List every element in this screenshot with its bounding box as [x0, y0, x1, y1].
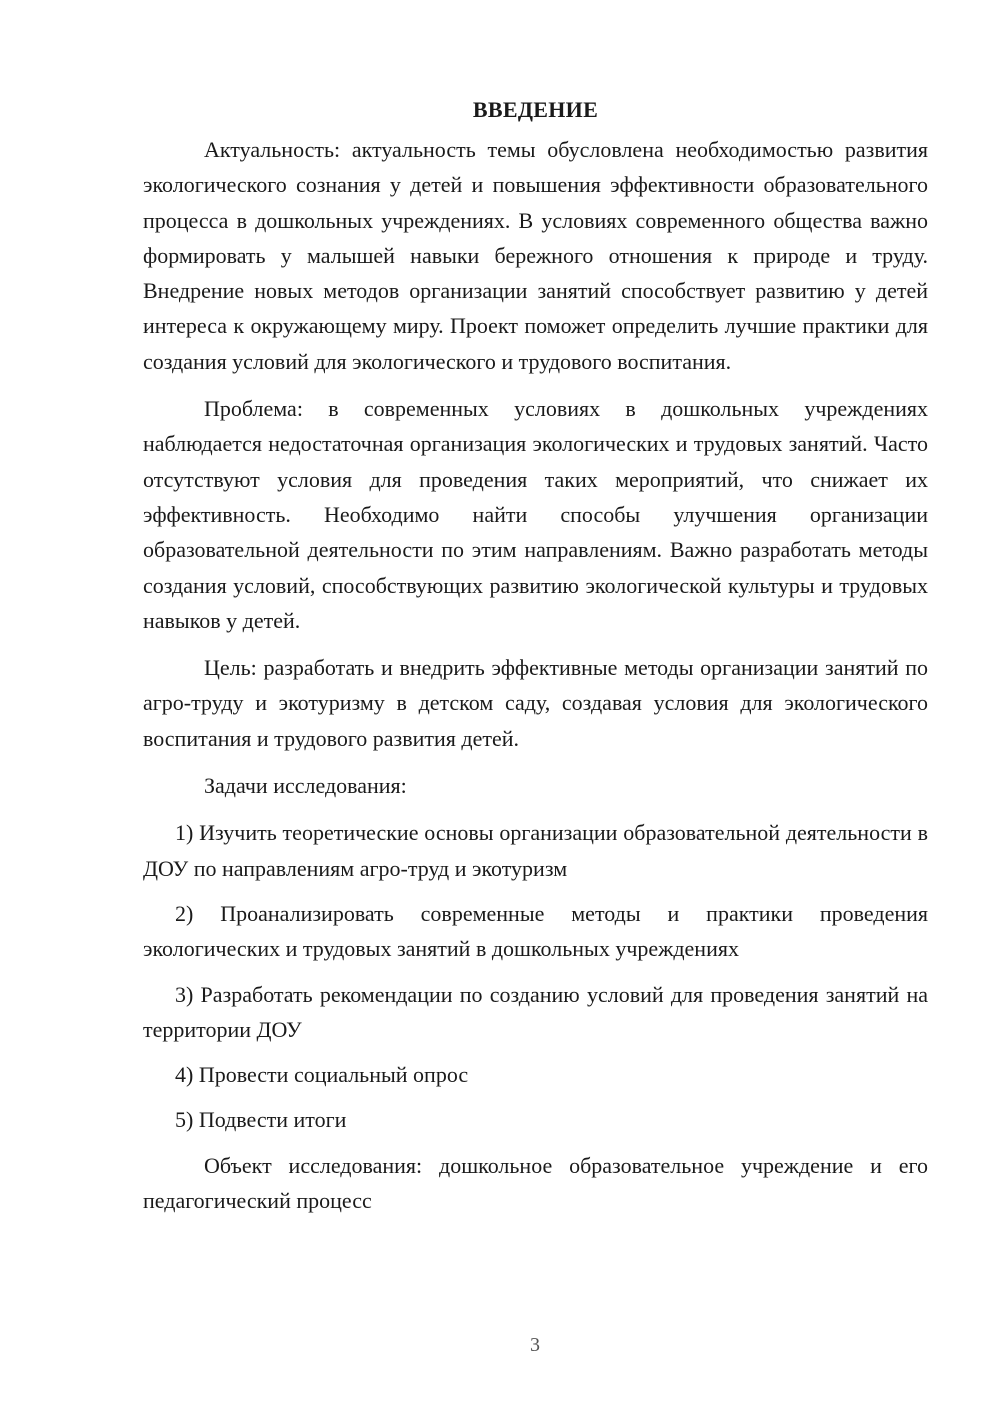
task-item-2: 2) Проанализировать современные методы и практики проведения экологических и трудовых занятий в дошкольных учреждениях: [143, 900, 928, 962]
relevance-paragraph: Актуальность: актуальность темы обусловлена необходимостью развития экологического сознания у детей и повышения эффективности образовательного процесса в дошкольных учреждениях. В условиях современного общества важно формировать у малышей навыки бережного отношения к природе и труду. Внедрение новых методов организации занятий способствует развитию у детей интереса к окружающему миру. Проект поможет определить лучшие практики для создания условий для экологического и трудового воспитания.: [143, 137, 928, 374]
document-page: [143, 96, 928, 1230]
page-number: 3: [530, 1334, 540, 1356]
task-item-3: 3) Разработать рекомендации по созданию условий для проведения занятий на территории ДОУ: [143, 981, 928, 1042]
task-item-4: 4) Провести социальный опрос: [175, 1062, 469, 1088]
section-title: ВВЕДЕНИЕ: [472, 97, 599, 122]
task-item-1: 1) Изучить теоретические основы организации образовательной деятельности в ДОУ по направлениям агро-труд и экотуризм: [143, 820, 928, 881]
object-paragraph: Объект исследования: дошкольное образовательное учреждение и его педагогический процесс: [143, 1152, 928, 1214]
goal-paragraph: Цель: разработать и внедрить эффективные методы организации занятий по агро-труду и экотуризму в детском саду, создавая условия для экологического воспитания и трудового развития детей.: [143, 655, 928, 751]
tasks-heading: Задачи исследования:: [204, 773, 407, 799]
problem-paragraph: Проблема: в современных условиях в дошкольных учреждениях наблюдается недостаточная организация экологических и трудовых занятий. Часто отсутствуют условия для проведения таких мероприятий, что снижает их эффективность. Необходимо найти способы улучшения организации образовательной деятельности по этим направлениям. Важно разработать методы создания условий, способствующих развитию экологической культуры и трудовых навыков у детей.: [143, 396, 928, 633]
task-item-5: 5) Подвести итоги: [175, 1107, 347, 1133]
